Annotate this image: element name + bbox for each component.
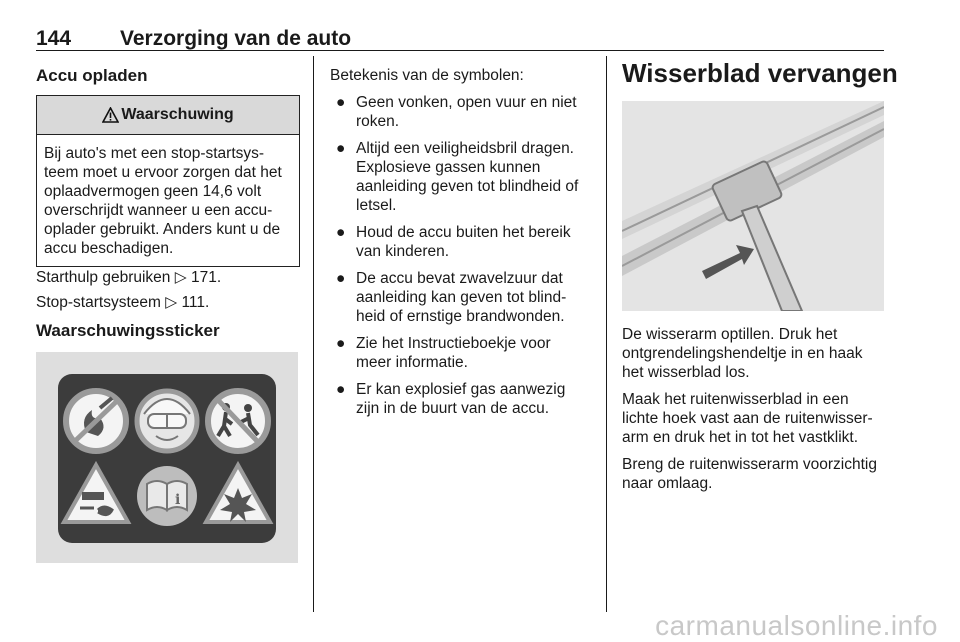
paragraph [622,390,902,447]
para-line: het wisserblad los. [622,364,750,381]
warning-header [37,96,299,135]
warning-line: Bij auto's met een stop-startsys- [44,145,265,162]
header-rule [36,50,884,51]
para-line: ontgrendelingshendeltje in en haak [622,345,863,362]
symbols-section [330,66,600,426]
page-title: Verzorging van de auto [120,27,352,50]
bullet-line: Geen vonken, open vuur en niet [356,94,577,111]
symbols-intro: Betekenis van de symbolen: [330,67,524,84]
warning-triangle-icon [102,107,119,123]
list-item: ● Er kan explosief gas aanwezig zijn in de buurt van de accu. [330,380,600,418]
section-heading-sticker: Waarschuwingssticker [36,321,220,340]
svg-text:i: i [175,492,181,508]
manual-book-icon [137,466,197,526]
goggles-icon [137,391,197,451]
section-heading-wisserblad: Wisserblad vervangen [622,58,898,88]
page-ref-arrow-icon: ▷ [165,294,178,311]
page-ref-arrow-icon: ▷ [174,269,187,286]
bullet-line: roken. [356,113,400,130]
list-item: ● Houd de accu buiten het bereik van kinderen. [330,223,600,261]
wiper-instructions [622,325,902,501]
crossref-page[interactable]: 171. [190,269,222,286]
bullet-line: Zie het Instructieboekje voor [356,335,551,352]
para-line: Breng de ruitenwisserarm voorzichtig [622,456,877,473]
list-item: ● De accu bevat zwavelzuur dat aanleiding kan geven tot blind- heid of ernstige brandwonden. [330,269,600,326]
paragraph [622,455,902,493]
section-heading-accu: Accu opladen [36,66,148,85]
para-line: De wisserarm optillen. Druk het [622,326,838,343]
warning-sticker-image [36,352,298,563]
column-divider-2 [606,56,607,612]
bullet-line: heid of ernstige brandwonden. [356,308,565,325]
bullet-line: meer informatie. [356,354,468,371]
bullet-line: van kinderen. [356,243,450,260]
para-line: naar omlaag. [622,475,713,492]
para-line: lichte hoek vast aan de ruitenwisser- [622,410,873,427]
warning-line: oplader gebruikt. Anders kunt u de [44,221,281,238]
crossref-stopstart [36,293,209,312]
wiper-blade-image [622,101,884,311]
warning-line: oplaadvermogen geen 14,6 volt [44,183,262,200]
bullet-line: Houd de accu buiten het bereik [356,224,571,241]
crossref-page[interactable]: 111. [181,294,210,311]
warning-line: overschrijdt wanneer u een accu- [44,202,273,219]
page-header [36,27,351,51]
warning-box [36,95,300,267]
no-children-icon [208,391,268,451]
crossref-text: Starthulp gebruiken [36,269,171,286]
bullet-line: De accu bevat zwavelzuur dat [356,270,563,287]
bullet-line: aanleiding kan geven tot blind- [356,289,567,306]
bullet-line: aanleiding geven tot blindheid of [356,178,579,195]
bullet-line: zijn in de buurt van de accu. [356,400,550,417]
paragraph [622,325,902,382]
bullet-line: Er kan explosief gas aanwezig [356,381,566,398]
warning-title: Waarschuwing [121,106,234,123]
warning-line: accu beschadigen. [44,240,174,257]
bullet-line: letsel. [356,197,397,214]
page-number: 144 [36,27,72,50]
no-fire-icon [66,391,126,451]
column-divider-1 [313,56,314,612]
bullet-line: Explosieve gassen kunnen [356,159,541,176]
crossref-text: Stop-startsysteem [36,294,161,311]
crossref-starthulp [36,268,221,287]
list-item: ● Altijd een veiligheidsbril dragen. Explosieve gassen kunnen aanleiding geven tot blindheid of letsel. [330,139,600,215]
para-line: Maak het ruitenwisserblad in een [622,391,849,408]
list-item: ● Geen vonken, open vuur en niet roken. [330,93,600,131]
watermark: carmanualsonline.info [655,610,938,641]
list-item: ● Zie het Instructieboekje voor meer informatie. [330,334,600,372]
warning-text [37,135,299,266]
warning-line: teem moet u ervoor zorgen dat het [44,164,282,181]
bullet-line: Altijd een veiligheidsbril dragen. [356,140,574,157]
para-line: arm en druk het in tot het vastklikt. [622,429,859,446]
